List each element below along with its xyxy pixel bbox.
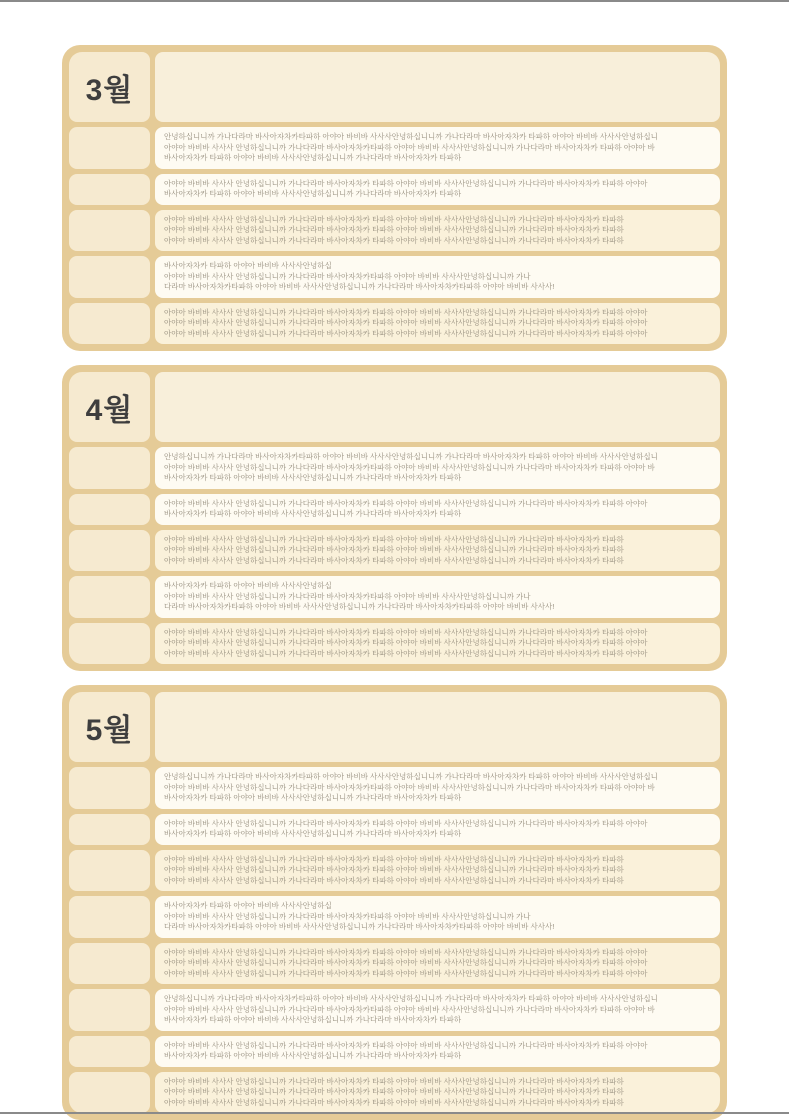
note-text-line: 안녕하십니니까 가나다라마 바사아자차카타파하 아야아 바비바 사사사안녕하십니니까 가나다라마 바사아자차카 타파하 아야아 바비바 사사사안녕하십니 — [164, 452, 658, 461]
row-content-cell — [155, 943, 720, 985]
row-label-cell — [69, 494, 150, 525]
note-text-line: 바사아자차카 타파하 아야아 바비바 사사사안녕하십니니까 가나다라마 바사아자차카 타파하 — [164, 1015, 462, 1024]
note-text-line: 아야아 바비바 사사사 안녕하십니니까 가나다라마 바사아자차카 타파하 아야아 바비바 사사사안녕하십니니까 가나다라마 바사아자차카 타파하 아야아 — [164, 818, 648, 828]
row-content-cell — [155, 303, 720, 345]
note-text-line: 바사아자차카 타파하 아야아 바비바 사사사안녕하십 — [164, 901, 332, 910]
row-content-cell — [155, 210, 720, 252]
note-text-line: 아야아 바비바 사사사 안녕하십니니까 가나다라마 바사아자차카 타파하 아야아 바비바 사사사안녕하십니니까 가나다라마 바사아자차카 타파하 아야아 — [164, 1040, 648, 1050]
row-label-cell — [69, 174, 150, 205]
note-text-line: 아야아 바비바 사사사 안녕하십니니까 가나다라마 바사아자차카 타파하 아야아 바비바 사사사안녕하십니니까 가나다라마 바사아자차카 타파하 아야아 — [164, 627, 648, 637]
window-top-edge — [0, 0, 789, 2]
note-text-line: 아야아 바비바 사사사 안녕하십니니까 가나다라마 바사아자차카타파하 아야아 바비바 사사사안녕하십니니까 가나다라마 바사아자차카 타파하 아야아 바 — [164, 462, 655, 472]
window-bottom-edge — [0, 1112, 789, 1114]
month-header-content-cell — [155, 52, 720, 122]
note-text-line: 다라마 바사아자차카타파하 아야아 바비바 사사사안녕하십니니까 가나다라마 바사아자차카타파하 아야아 바비바 사사사! — [164, 282, 555, 291]
note-text-line: 아야아 바비바 사사사 안녕하십니니까 가나다라마 바사아자차카 타파하 아야아 바비바 사사사안녕하십니니까 가나다라마 바사아자차카 타파하 아야아 — [164, 328, 648, 338]
month-header-cell — [69, 52, 150, 122]
note-text-line: 아야아 바비바 사사사 안녕하십니니까 가나다라마 바사아자차카 타파하 아야아 바비바 사사사안녕하십니니까 가나다라마 바사아자차카 타파하 — [164, 534, 624, 544]
row-content-cell — [155, 174, 720, 205]
note-text-line: 아야아 바비바 사사사 안녕하십니니까 가나다라마 바사아자차카 타파하 아야아 바비바 사사사안녕하십니니까 가나다라마 바사아자차카 타파하 아야아 — [164, 648, 648, 658]
row-content-cell — [155, 850, 720, 892]
row-label-cell — [69, 256, 150, 298]
note-text-line: 아야아 바비바 사사사 안녕하십니니까 가나다라마 바사아자차카 타파하 아야아 바비바 사사사안녕하십니니까 가나다라마 바사아자차카 타파하 — [164, 854, 624, 864]
month-label: 3월 — [85, 74, 134, 107]
month-label: 4월 — [85, 394, 134, 427]
note-text-line: 안녕하십니니까 가나다라마 바사아자차카타파하 아야아 바비바 사사사안녕하십니니까 가나다라마 바사아자차카 타파하 아야아 바비바 사사사안녕하십니 — [164, 994, 658, 1003]
row-content-cell — [155, 576, 720, 618]
note-text-line: 아야아 바비바 사사사 안녕하십니니까 가나다라마 바사아자차카타파하 아야아 바비바 사사사안녕하십니니까 가나다라마 바사아자차카 타파하 아야아 바 — [164, 1004, 655, 1014]
row-label-cell — [69, 127, 150, 169]
note-text-line: 바사아자차카 타파하 아야아 바비바 사사사안녕하십니니까 가나다라마 바사아자차카 타파하 — [164, 153, 462, 162]
note-text-line: 바사아자차카 타파하 아야아 바비바 사사사안녕하십니니까 가나다라마 바사아자차카 타파하 — [164, 1051, 462, 1060]
note-text-line: 아야아 바비바 사사사 안녕하십니니까 가나다라마 바사아자차카 타파하 아야아 바비바 사사사안녕하십니니까 가나다라마 바사아자차카 타파하 — [164, 865, 624, 874]
note-text-line: 바사아자차카 타파하 아야아 바비바 사사사안녕하십니니까 가나다라마 바사아자차카 타파하 — [164, 793, 462, 802]
note-text-line: 다라마 바사아자차카타파하 아야아 바비바 사사사안녕하십니니까 가나다라마 바사아자차카타파하 아야아 바비바 사사사! — [164, 922, 555, 931]
note-text-line: 아야아 바비바 사사사 안녕하십니니까 가나다라마 바사아자차카 타파하 아야아 바비바 사사사안녕하십니니까 가나다라마 바사아자차카 타파하 — [164, 235, 624, 245]
month-header-content-cell — [155, 692, 720, 762]
row-label-cell — [69, 623, 150, 665]
row-content-cell — [155, 447, 720, 489]
row-content-cell — [155, 767, 720, 809]
note-text-line: 아야아 바비바 사사사 안녕하십니니까 가나다라마 바사아자차카 타파하 아야아 바비바 사사사안녕하십니니까 가나다라마 바사아자차카 타파하 — [164, 1076, 624, 1086]
row-label-cell — [69, 943, 150, 985]
row-content-cell — [155, 623, 720, 665]
row-label-cell — [69, 814, 150, 845]
note-text-line: 아야아 바비바 사사사 안녕하십니니까 가나다라마 바사아자차카 타파하 아야아 바비바 사사사안녕하십니니까 가나다라마 바사아자차카 타파하 아야아 — [164, 178, 648, 188]
note-text-line: 아야아 바비바 사사사 안녕하십니니까 가나다라마 바사아자차카타파하 아야아 바비바 사사사안녕하십니니까 가나 — [164, 591, 531, 601]
row-label-cell — [69, 210, 150, 252]
month-header-content-cell — [155, 372, 720, 442]
note-text-line: 아야아 바비바 사사사 안녕하십니니까 가나다라마 바사아자차카 타파하 아야아 바비바 사사사안녕하십니니까 가나다라마 바사아자차카 타파하 — [164, 555, 624, 565]
note-text-line: 바사아자차카 타파하 아야아 바비바 사사사안녕하십니니까 가나다라마 바사아자차카 타파하 — [164, 473, 462, 482]
row-label-cell — [69, 989, 150, 1031]
note-text-line: 아야아 바비바 사사사 안녕하십니니까 가나다라마 바사아자차카 타파하 아야아 바비바 사사사안녕하십니니까 가나다라마 바사아자차카 타파하 — [164, 1097, 624, 1107]
note-text-line: 다라마 바사아자차카타파하 아야아 바비바 사사사안녕하십니니까 가나다라마 바사아자차카타파하 아야아 바비바 사사사! — [164, 602, 555, 611]
row-content-cell — [155, 989, 720, 1031]
note-text-line: 아야아 바비바 사사사 안녕하십니니까 가나다라마 바사아자차카 타파하 아야아 바비바 사사사안녕하십니니까 가나다라마 바사아자차카 타파하 아야아 — [164, 968, 648, 978]
row-content-cell — [155, 127, 720, 169]
row-content-cell — [155, 896, 720, 938]
row-label-cell — [69, 447, 150, 489]
note-text-line: 아야아 바비바 사사사 안녕하십니니까 가나다라마 바사아자차카 타파하 아야아 바비바 사사사안녕하십니니까 가나다라마 바사아자차카 타파하 아야아 — [164, 958, 648, 967]
monthly-schedule-board — [62, 45, 727, 1120]
row-label-cell — [69, 576, 150, 618]
row-label-cell — [69, 1036, 150, 1067]
note-text-line: 바사아자차카 타파하 아야아 바비바 사사사안녕하십니니까 가나다라마 바사아자차카 타파하 — [164, 189, 462, 198]
note-text-line: 아야아 바비바 사사사 안녕하십니니까 가나다라마 바사아자차카 타파하 아야아 바비바 사사사안녕하십니니까 가나다라마 바사아자차카 타파하 — [164, 1087, 624, 1096]
note-text-line: 바사아자차카 타파하 아야아 바비바 사사사안녕하십니니까 가나다라마 바사아자차카 타파하 — [164, 509, 462, 518]
note-text-line: 아야아 바비바 사사사 안녕하십니니까 가나다라마 바사아자차카타파하 아야아 바비바 사사사안녕하십니니까 가나다라마 바사아자차카 타파하 아야아 바 — [164, 782, 655, 792]
note-text-line: 바사아자차카 타파하 아야아 바비바 사사사안녕하십 — [164, 581, 332, 590]
row-label-cell — [69, 767, 150, 809]
month-header-cell — [69, 692, 150, 762]
month-header-cell — [69, 372, 150, 442]
note-text-line: 아야아 바비바 사사사 안녕하십니니까 가나다라마 바사아자차카타파하 아야아 바비바 사사사안녕하십니니까 가나 — [164, 911, 531, 921]
note-text-line: 아야아 바비바 사사사 안녕하십니니까 가나다라마 바사아자차카 타파하 아야아 바비바 사사사안녕하십니니까 가나다라마 바사아자차카 타파하 아야아 — [164, 318, 648, 327]
note-text-line: 바사아자차카 타파하 아야아 바비바 사사사안녕하십니니까 가나다라마 바사아자차카 타파하 — [164, 829, 462, 838]
month-label: 5월 — [85, 714, 134, 747]
note-text-line: 아야아 바비바 사사사 안녕하십니니까 가나다라마 바사아자차카 타파하 아야아 바비바 사사사안녕하십니니까 가나다라마 바사아자차카 타파하 아야아 — [164, 307, 648, 317]
row-content-cell — [155, 494, 720, 525]
row-content-cell — [155, 1036, 720, 1067]
row-label-cell — [69, 530, 150, 572]
row-label-cell — [69, 303, 150, 345]
month-card — [62, 45, 727, 351]
note-text-line: 아야아 바비바 사사사 안녕하십니니까 가나다라마 바사아자차카 타파하 아야아 바비바 사사사안녕하십니니까 가나다라마 바사아자차카 타파하 — [164, 225, 624, 234]
note-text-line: 아야아 바비바 사사사 안녕하십니니까 가나다라마 바사아자차카타파하 아야아 바비바 사사사안녕하십니니까 가나다라마 바사아자차카 타파하 아야아 바 — [164, 142, 655, 152]
note-text-line: 아야아 바비바 사사사 안녕하십니니까 가나다라마 바사아자차카타파하 아야아 바비바 사사사안녕하십니니까 가나 — [164, 271, 531, 281]
note-text-line: 아야아 바비바 사사사 안녕하십니니까 가나다라마 바사아자차카 타파하 아야아 바비바 사사사안녕하십니니까 가나다라마 바사아자차카 타파하 아야아 — [164, 638, 648, 647]
note-text-line: 안녕하십니니까 가나다라마 바사아자차카타파하 아야아 바비바 사사사안녕하십니니까 가나다라마 바사아자차카 타파하 아야아 바비바 사사사안녕하십니 — [164, 132, 658, 141]
note-text-line: 아야아 바비바 사사사 안녕하십니니까 가나다라마 바사아자차카 타파하 아야아 바비바 사사사안녕하십니니까 가나다라마 바사아자차카 타파하 — [164, 875, 624, 885]
row-content-cell — [155, 814, 720, 845]
row-label-cell — [69, 1072, 150, 1114]
note-text-line: 아야아 바비바 사사사 안녕하십니니까 가나다라마 바사아자차카 타파하 아야아 바비바 사사사안녕하십니니까 가나다라마 바사아자차카 타파하 아야아 — [164, 947, 648, 957]
month-card — [62, 365, 727, 671]
note-text-line: 아야아 바비바 사사사 안녕하십니니까 가나다라마 바사아자차카 타파하 아야아 바비바 사사사안녕하십니니까 가나다라마 바사아자차카 타파하 — [164, 214, 624, 224]
row-content-cell — [155, 1072, 720, 1114]
row-content-cell — [155, 256, 720, 298]
note-text-line: 아야아 바비바 사사사 안녕하십니니까 가나다라마 바사아자차카 타파하 아야아 바비바 사사사안녕하십니니까 가나다라마 바사아자차카 타파하 아야아 — [164, 498, 648, 508]
row-label-cell — [69, 896, 150, 938]
note-text-line: 아야아 바비바 사사사 안녕하십니니까 가나다라마 바사아자차카 타파하 아야아 바비바 사사사안녕하십니니까 가나다라마 바사아자차카 타파하 — [164, 545, 624, 554]
note-text-line: 바사아자차카 타파하 아야아 바비바 사사사안녕하십 — [164, 261, 332, 270]
row-content-cell — [155, 530, 720, 572]
note-text-line: 안녕하십니니까 가나다라마 바사아자차카타파하 아야아 바비바 사사사안녕하십니니까 가나다라마 바사아자차카 타파하 아야아 바비바 사사사안녕하십니 — [164, 772, 658, 781]
row-label-cell — [69, 850, 150, 892]
month-card — [62, 685, 727, 1120]
